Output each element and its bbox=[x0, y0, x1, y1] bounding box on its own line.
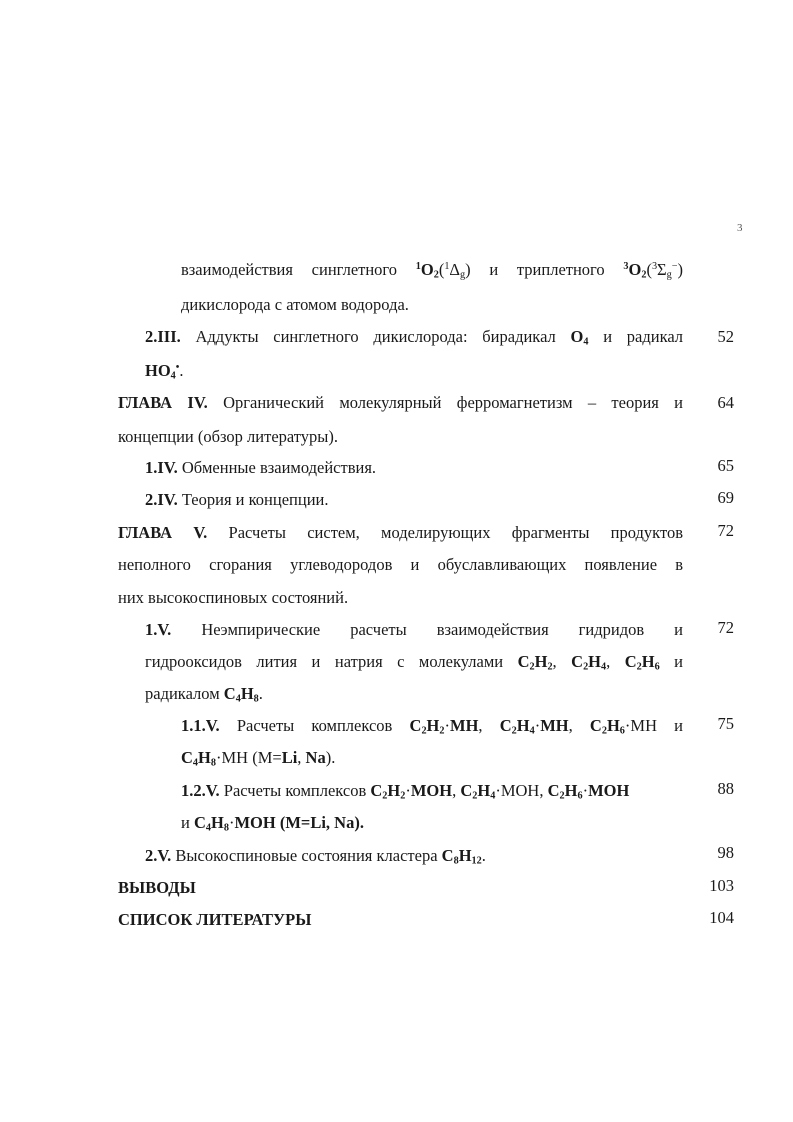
toc-chapter-v-line-3: них высокоспиновых состояний. bbox=[118, 588, 349, 607]
toc-entry-11v-cont: $C_4H_8\cdot MH$ (M=Li, Na). bbox=[181, 748, 336, 769]
toc-entry-2iii: 2.III. Аддукты синглетного дикислорода: бирадикал $O_4$ и радикал bbox=[145, 327, 684, 348]
toc-references: СПИСОК ЛИТЕРАТУРЫ bbox=[118, 910, 312, 929]
triplet-oxygen-formula: $^3O_2(^3\Sigma_g^-)$ bbox=[623, 260, 684, 281]
toc-cont-line-1: взаимодействия синглетного $^1O_2(^1\Delta_g)$ и триплетного $^3O_2(^3\Sigma_g^-)$ bbox=[181, 260, 684, 281]
toc-page-ch4: 64 bbox=[717, 393, 734, 412]
toc-page-1v: 72 bbox=[717, 618, 734, 637]
toc-entry-2iv: 2.IV. Теория и концепции. bbox=[145, 490, 329, 509]
toc-page-ch5: 72 bbox=[717, 521, 734, 540]
toc-chapter-iv-cont: концепции (обзор литературы). bbox=[118, 427, 338, 446]
toc-entry-1v: 1.V. Неэмпирические расчеты взаимодействия гидридов и bbox=[145, 620, 684, 639]
toc-page-2iii: 52 bbox=[717, 327, 734, 346]
toc-chapter-iv: ГЛАВА IV. Органический молекулярный ферромагнетизм – теория и bbox=[118, 393, 684, 412]
toc-cont-line-2: дикислорода с атомом водорода. bbox=[181, 295, 409, 314]
toc-page-conclusions: 103 bbox=[709, 876, 734, 895]
toc-page-2iv: 69 bbox=[717, 488, 734, 507]
toc-page-12v: 88 bbox=[717, 779, 734, 798]
toc-entry-1iv: 1.IV. Обменные взаимодействия. bbox=[145, 458, 377, 477]
toc-entry-1v-line-3: радикалом $C_4H_8$. bbox=[145, 684, 263, 705]
toc-entry-12v-cont: и $C_4H_8\cdot MOH$ (M=Li, Na). bbox=[181, 813, 364, 834]
toc-conclusions: ВЫВОДЫ bbox=[118, 878, 196, 897]
toc-page-11v: 75 bbox=[717, 714, 734, 733]
toc-entry-11v: 1.1.V. Расчеты комплексов $C_2H_2\cdot MH$, $C_2H_4\cdot MH$, $C_2H_6\cdot MH$ и bbox=[181, 716, 684, 737]
page-number: 3 bbox=[737, 222, 743, 234]
singlet-oxygen-formula: $^1O_2(^1\Delta_g)$ bbox=[415, 260, 471, 281]
toc-entry-1v-line-2: гидрооксидов лития и натрия с молекулами $C_2H_2$, $C_2H_4$, $C_2H_6$ и bbox=[145, 652, 684, 673]
toc-page-1iv: 65 bbox=[717, 456, 734, 475]
toc-page-2v: 98 bbox=[717, 843, 734, 862]
toc-entry-2v: 2.V. Высокоспиновые состояния кластера $C_8H_{12}$. bbox=[145, 846, 486, 867]
toc-chapter-v: ГЛАВА V. Расчеты систем, моделирующих фрагменты продуктов bbox=[118, 523, 684, 542]
toc-page-references: 104 bbox=[709, 908, 734, 927]
toc-entry-12v: 1.2.V. Расчеты комплексов $C_2H_2\cdot MOH$, $C_2H_4\cdot MOH$, $C_2H_6\cdot MOH$ bbox=[181, 781, 630, 802]
toc-entry-2iii-cont: $HO_4^•$. bbox=[145, 361, 184, 382]
toc-chapter-v-line-2: неполного сгорания углеводородов и обуславливающих появление в bbox=[118, 555, 683, 574]
